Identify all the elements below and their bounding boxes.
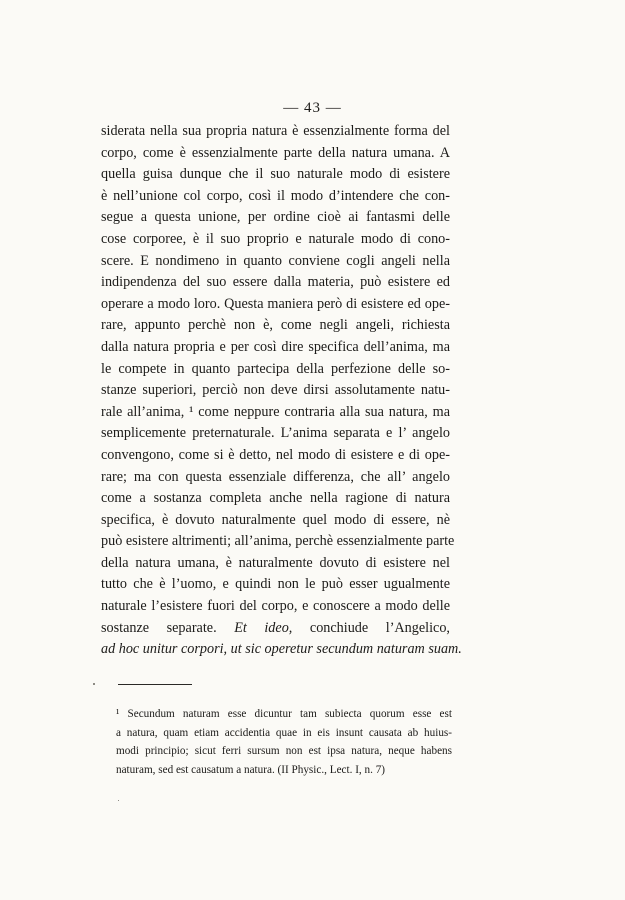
- body-line: come a sostanza completa anche nella ragione di natura: [101, 490, 450, 507]
- body-line: rare; ma con questa essenziale differenza, che all’ angelo: [101, 468, 450, 485]
- body-line: semplicemente preternaturale. L’anima separata e l’ angelo: [101, 425, 450, 442]
- body-line: specifica, è dovuto naturalmente quel modo di essere, nè: [101, 511, 450, 528]
- last-line-middle: conchiude l’Angelico,: [292, 619, 450, 636]
- page-number: — 43 —: [283, 100, 342, 116]
- body-line: segue a questa unione, per ordine cioè ai fantasmi delle: [101, 209, 450, 226]
- body-line: corpo, come è essenzialmente parte della natura umana. A: [101, 144, 450, 161]
- body-line: è nell’unione col corpo, così il modo d’intendere che con-: [101, 187, 450, 204]
- last-line-prefix: sostanze separate.: [101, 619, 235, 636]
- latin-phrase: Et ideo,: [234, 619, 293, 636]
- latin-quote-line: [101, 639, 462, 661]
- body-line: tutto che è l’uomo, e quindi non le può esser ugualmente: [101, 576, 450, 593]
- body-line: della natura umana, è naturalmente dovuto di esistere nel: [101, 554, 450, 571]
- footnote: [116, 705, 452, 779]
- body-line: dalla natura propria e per così dire specifica dell’anima, ma: [101, 338, 450, 355]
- body-text: [101, 121, 462, 661]
- paper-speck: [118, 800, 119, 801]
- body-line: convengono, come si è detto, nel modo di esistere e di ope-: [101, 446, 450, 463]
- body-line: cose corporee, è il suo proprio e naturale modo di cono-: [101, 230, 450, 247]
- body-line-with-latin-quote: [101, 618, 450, 640]
- body-line: stanze superiori, perciò non deve dirsi assolutamente natu-: [101, 382, 450, 399]
- body-line: siderata nella sua propria natura è essenzialmente forma del: [101, 123, 450, 139]
- footnote-line: a natura, quam etiam accidentia quae in eis insunt causata ab huius-: [116, 726, 452, 739]
- body-line: le compete in quanto partecipa della perfezione delle so-: [101, 360, 450, 377]
- paper-speck: [93, 683, 95, 685]
- body-line: naturale l’esistere fuori del corpo, e conoscere a modo delle: [101, 598, 450, 615]
- footnote-line: ¹ Secundum naturam esse dicuntur tam subiecta quorum esse est: [116, 708, 452, 720]
- body-line: può esistere altrimenti; all’anima, perchè essenzialmente parte: [101, 533, 455, 550]
- footnote-line: modi principio; sicut ferri sursum non est ipsa natura, neque habens: [116, 745, 452, 757]
- body-line: operare a modo loro. Questa maniera però di esistere ed ope-: [101, 295, 450, 312]
- body-line: scere. E nondimeno in quanto conviene cogli angeli nella: [101, 252, 450, 269]
- footnote-divider: [118, 684, 192, 685]
- body-line: indipendenza del suo essere dalla materia, può esistere ed: [101, 274, 450, 291]
- latin-quote: ad hoc unitur corpori, ut sic operetur secundum naturam suam.: [101, 641, 462, 658]
- body-line: rare, appunto perchè non è, come negli angeli, richiesta: [101, 317, 450, 334]
- footnote-line: naturam, sed est causatum a natura. (II Physic., Lect. I, n. 7): [116, 763, 386, 776]
- body-line: rale all’anima, ¹ come neppure contraria alla sua natura, ma: [101, 403, 450, 420]
- body-line: quella guisa dunque che il suo naturale modo di esistere: [101, 166, 450, 183]
